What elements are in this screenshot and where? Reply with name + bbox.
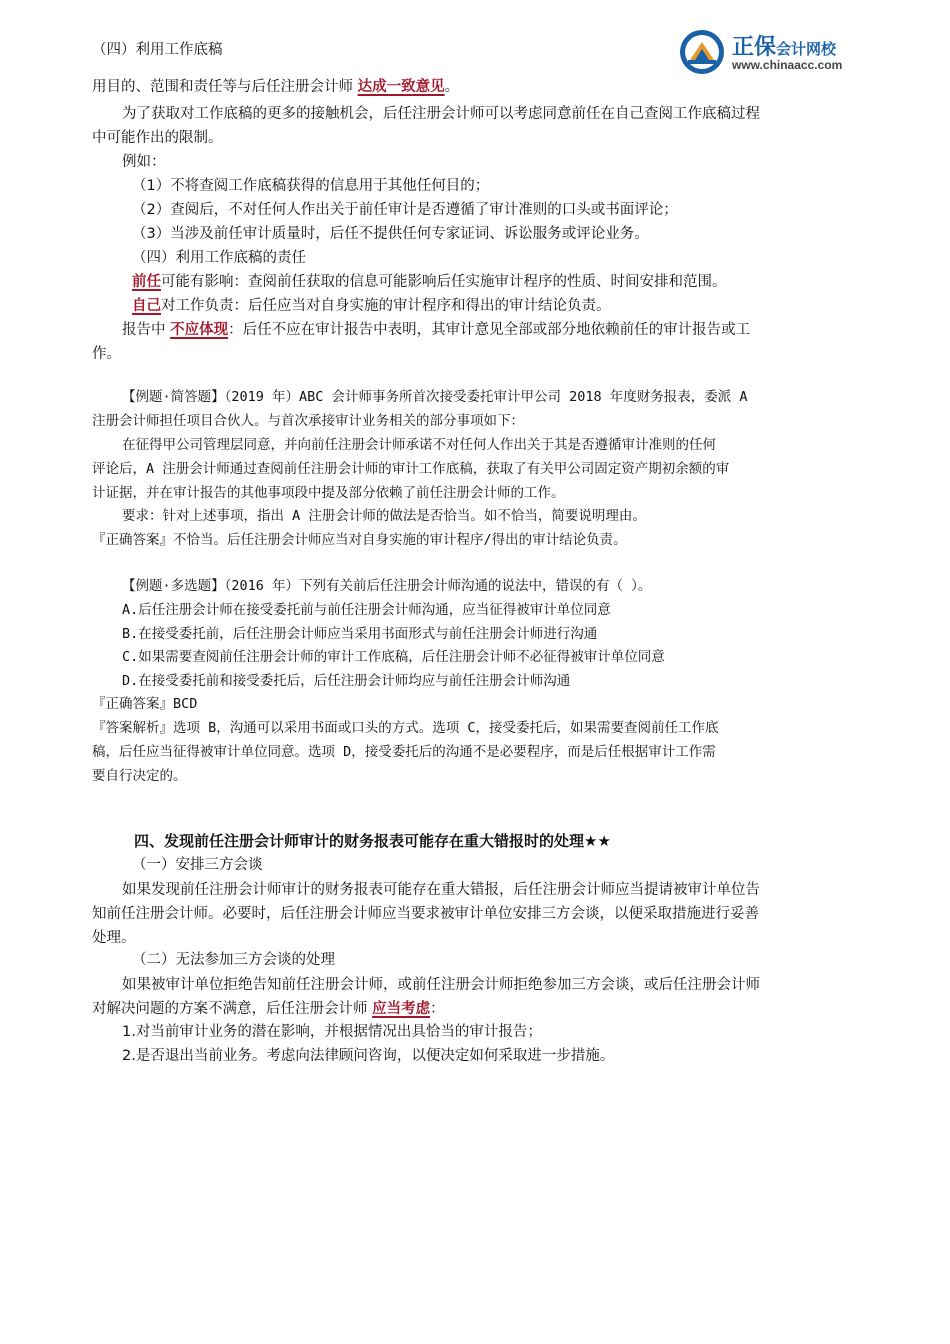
text: 。 — [444, 79, 460, 95]
highlight-term: 自己 — [132, 298, 161, 314]
text: 报告中 — [122, 322, 171, 338]
paragraph-line: 如果被审计单位拒绝告知前任注册会计师，或前任注册会计师拒绝参加三方会谈，或后任注册会计师 — [122, 977, 760, 993]
answer-explanation: 稿，后任应当征得被审计单位同意。选项 D，接受委托后的沟通不是必要程序，而是后任根据审计工作需 — [92, 744, 716, 760]
highlight-term: 达成一致意见 — [357, 79, 445, 95]
text: 对解决问题的方案不满意，后任注册会计师 — [92, 1001, 373, 1017]
text: 用目的、范围和责任等与后任注册会计师 — [92, 79, 358, 95]
clipped-line-remnant: （四）利用工作底稿 — [92, 42, 223, 58]
subheading: （二）无法参加三方会谈的处理 — [132, 952, 335, 968]
paragraph-line: 知前任注册会计师。必要时，后任注册会计师应当要求被审计单位安排三方会谈，以便采取措施进行妥善 — [92, 906, 759, 922]
text: ： — [430, 1001, 445, 1017]
logo-brand — [732, 30, 836, 61]
list-item: 1.对当前审计业务的潜在影响，并根据情况出具恰当的审计报告； — [122, 1024, 542, 1040]
list-item: （2）查阅后，不对任何人作出关于前任审计是否遵循了审计准则的口头或书面评论； — [132, 202, 678, 218]
correct-answer: 『正确答案』BCD — [92, 696, 198, 712]
highlight-term: 前任 — [132, 274, 161, 290]
section-heading: 四、发现前任注册会计师审计的财务报表可能存在重大错报时的处理★★ — [134, 832, 611, 850]
paragraph-line — [92, 77, 459, 97]
correct-answer: 『正确答案』不恰当。后任注册会计师应当对自身实施的审计程序/得出的审计结论负责。 — [92, 532, 627, 548]
paragraph-line: 计证据，并在审计报告的其他事项段中提及部分依赖了前任注册会计师的工作。 — [92, 485, 565, 501]
list-item: （1）不将查阅工作底稿获得的信息用于其他任何目的； — [132, 178, 490, 194]
paragraph-line: 作。 — [92, 346, 121, 362]
paragraph-line — [92, 999, 445, 1019]
paragraph-line: 注册会计师担任项目合伙人。与首次承接审计业务相关的部分事项如下： — [92, 413, 524, 429]
paragraph-line — [132, 272, 727, 292]
option-d: D.在接受委托前和接受委托后，后任注册会计师均应与前任注册会计师沟通 — [122, 673, 571, 689]
text: ：后任不应在审计报告中表明，其审计意见全部或部分地依赖前任的审计报告或工 — [228, 322, 751, 338]
answer-explanation: 要自行决定的。 — [92, 768, 187, 784]
paragraph-line: 在征得甲公司管理层同意，并向前任注册会计师承诺不对任何人作出关于其是否遵循审计准则的任何 — [122, 437, 716, 453]
paragraph-line — [122, 320, 750, 340]
paragraph-line: 处理。 — [92, 930, 136, 946]
logo-url: www.chinaacc.com — [732, 58, 843, 72]
logo-emblem-icon — [678, 28, 726, 76]
example-title: 【例题·简答题】（2019 年）ABC 会计师事务所首次接受委托审计甲公司 2018 年度财务报表，委派 A — [122, 389, 748, 405]
example-title: 【例题·多选题】（2016 年）下列有关前后任注册会计师沟通的说法中，错误的有（ ）。 — [122, 578, 652, 594]
question-requirement: 要求：针对上述事项，指出 A 注册会计师的做法是否恰当。如不恰当，简要说明理由。 — [122, 508, 646, 524]
paragraph-line — [132, 296, 611, 316]
subheading: （一）安排三方会谈 — [132, 857, 263, 873]
logo — [678, 28, 878, 78]
highlight-term: 应当考虑 — [372, 1001, 431, 1017]
option-b: B.在接受委托前，后任注册会计师应当采用书面形式与前任注册会计师进行沟通 — [122, 626, 598, 642]
subheading: （四）利用工作底稿的责任 — [132, 250, 306, 266]
logo-brand-sub: 会计网校 — [776, 41, 837, 58]
option-c: C.如果需要查阅前任注册会计师的审计工作底稿，后任注册会计师不必征得被审计单位同意 — [122, 649, 665, 665]
paragraph-line: 中可能作出的限制。 — [92, 130, 223, 146]
list-item: （3）当涉及前任审计质量时，后任不提供任何专家证词、诉讼服务或评论业务。 — [132, 226, 649, 242]
answer-explanation: 『答案解析』选项 B，沟通可以采用书面或口头的方式。选项 C，接受委托后，如果需要查阅前任工作底 — [92, 720, 719, 736]
paragraph-line: 如果发现前任注册会计师审计的财务报表可能存在重大错报，后任注册会计师应当提请被审计单位告 — [122, 882, 760, 898]
paragraph-line: 例如： — [122, 154, 166, 170]
text: 可能有影响：查阅前任获取的信息可能影响后任实施审计程序的性质、时间安排和范围。 — [161, 274, 727, 290]
logo-brand-main: 正保 — [732, 34, 777, 59]
paragraph-line: 评论后，A 注册会计师通过查阅前任注册会计师的审计工作底稿，获取了有关甲公司固定资产期初余额的审 — [92, 461, 730, 477]
list-item: 2.是否退出当前业务。考虑向法律顾问咨询，以便决定如何采取进一步措施。 — [122, 1048, 615, 1064]
highlight-term: 不应体现 — [170, 322, 229, 338]
text: 对工作负责：后任应当对自身实施的审计程序和得出的审计结论负责。 — [161, 298, 611, 314]
paragraph-line: 为了获取对工作底稿的更多的接触机会，后任注册会计师可以考虑同意前任在自己查阅工作底稿过程 — [122, 106, 760, 122]
option-a: A.后任注册会计师在接受委托前与前任注册会计师沟通，应当征得被审计单位同意 — [122, 602, 611, 618]
